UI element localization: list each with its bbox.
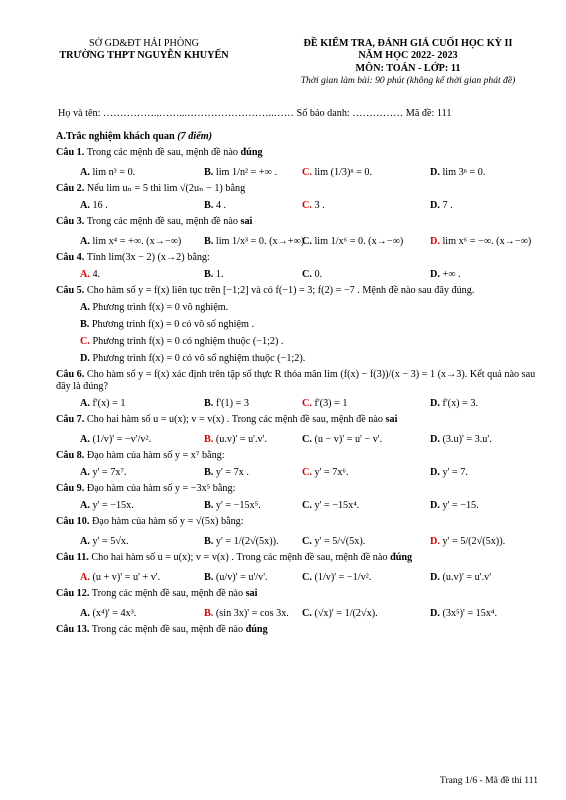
option-key: A. xyxy=(80,302,90,313)
option-text: (u − v)' = u' − v'. xyxy=(314,434,383,445)
question-5 xyxy=(56,285,536,297)
option-text: Phương trình f(x) = 0 vô nghiệm. xyxy=(92,302,229,313)
option-key: B. xyxy=(204,167,214,178)
answer-option[interactable] xyxy=(302,199,430,212)
question-text: Đạo hàm của hàm số y = −3x⁵ bằng: xyxy=(86,483,236,494)
option-text: (3x⁵)' = 15x⁴. xyxy=(442,608,498,619)
option-text: f'(x) = 1 xyxy=(92,398,126,409)
option-key: B. xyxy=(204,398,214,409)
option-key: D. xyxy=(430,608,440,619)
option-key: C. xyxy=(302,434,312,445)
option-text: (sin 3x)' = cos 3x. xyxy=(215,608,289,619)
question-number: Câu 10. xyxy=(56,516,90,527)
question-text: Trong các mệnh đề sau, mệnh đề nào xyxy=(86,147,238,158)
question-number: Câu 2. xyxy=(56,183,85,194)
option-text: (√x)' = 1/(2√x). xyxy=(314,608,378,619)
question-text: Cho hàm số y = f(x) liên tục trên [−1;2] và có f(−1) = 3; f(2) = −7 . Mệnh đề nào sau đây đúng. xyxy=(86,285,475,296)
option-key: D. xyxy=(430,467,440,478)
answer-option[interactable] xyxy=(430,466,530,479)
question-2 xyxy=(56,183,536,195)
answer-option[interactable] xyxy=(204,166,302,179)
option-text: (3.u)' = 3.u'. xyxy=(442,434,492,445)
option-text: Phương trình f(x) = 0 có vô số nghiệm thuộc (−1;2). xyxy=(92,353,306,364)
option-text: Phương trình f(x) = 0 có nghiệm thuộc (−1;2) . xyxy=(92,336,284,347)
answer-option[interactable] xyxy=(204,397,302,410)
answer-option[interactable] xyxy=(56,199,204,212)
answer-option[interactable] xyxy=(430,199,530,212)
option-key: C. xyxy=(302,572,312,583)
option-text: (1/v)' = −v'/v². xyxy=(92,434,152,445)
answer-option[interactable] xyxy=(430,397,530,410)
question-number: Câu 1. xyxy=(56,147,85,158)
option-text: (u/v)' = u'/v'. xyxy=(215,572,268,583)
question-keyword: đúng xyxy=(240,147,263,158)
question-number: Câu 5. xyxy=(56,285,85,296)
option-key: C. xyxy=(302,467,312,478)
answer-option[interactable] xyxy=(302,166,430,179)
question-text: Cho hàm số y = f(x) xác định trên tập số thực R thỏa mãn lim (f(x) − f(3))/(x − 3) = 1 (x→3). Kết quả nào sau đây là đúng? xyxy=(56,369,536,392)
option-text: f'(1) = 3 xyxy=(215,398,249,409)
option-key: A. xyxy=(80,608,90,619)
option-key: D. xyxy=(430,167,440,178)
question-keyword: sai xyxy=(245,588,258,599)
option-key: D. xyxy=(430,200,440,211)
option-key: A. xyxy=(80,536,90,547)
answer-option[interactable] xyxy=(430,607,530,620)
option-text: y' = 1/(2√(5x)). xyxy=(215,536,279,547)
answer-option[interactable] xyxy=(56,235,204,248)
answer-option[interactable] xyxy=(56,318,536,331)
question-number: Câu 7. xyxy=(56,414,85,425)
answer-option[interactable] xyxy=(56,433,204,446)
answer-option[interactable] xyxy=(204,499,302,512)
section-title: A.Trắc nghiệm khách quan (7 điểm) xyxy=(56,131,213,142)
answer-option[interactable] xyxy=(204,466,302,479)
option-key: C. xyxy=(302,167,312,178)
option-text: lim x⁶ = −∞. (x→−∞) xyxy=(442,236,532,247)
option-key: B. xyxy=(204,236,214,247)
option-key: C. xyxy=(80,336,90,347)
answer-option[interactable] xyxy=(302,607,430,620)
answer-option[interactable] xyxy=(56,571,204,584)
question-number: Câu 4. xyxy=(56,252,85,263)
answer-option[interactable] xyxy=(204,607,302,620)
option-text: lim (1/3)ⁿ = 0. xyxy=(314,167,373,178)
option-text: f'(x) = 3. xyxy=(442,398,479,409)
option-key: B. xyxy=(80,319,90,330)
question-text: Trong các mệnh đề sau, mệnh đề nào xyxy=(86,216,238,227)
answer-options xyxy=(56,499,536,512)
answer-option[interactable] xyxy=(302,535,430,548)
answer-options xyxy=(56,535,536,548)
subject-grade: MÔN: TOÁN - LỚP: 11 xyxy=(355,62,461,74)
option-text: y' = 7x⁷. xyxy=(92,467,127,478)
question-text: Nếu lim uₙ = 5 thì lim √(2uₙ − 1) bằng xyxy=(86,183,246,194)
exam-title: ĐỀ KIỂM TRA, ĐÁNH GIÁ CUỐI HỌC KỲ II xyxy=(303,38,513,49)
answer-options xyxy=(56,571,536,584)
option-text: 16 . xyxy=(92,200,108,211)
school-header xyxy=(44,38,244,63)
student-info-line: Họ và tên: ……………..……...……………………..…… Số báo danh: …………… Mã đề: 111 xyxy=(58,108,452,119)
answer-option[interactable] xyxy=(430,535,530,548)
option-text: 3 . xyxy=(314,200,325,211)
school-name: TRƯỜNG THPT NGUYỄN KHUYẾN xyxy=(59,50,229,62)
option-text: y' = 7. xyxy=(442,467,468,478)
question-text: Đạo hàm của hàm số y = √(5x) bằng: xyxy=(91,516,244,527)
option-key: B. xyxy=(204,572,214,583)
option-key: D. xyxy=(430,236,440,247)
question-text: Trong các mệnh đề sau, mệnh đề nào xyxy=(91,588,244,599)
option-text: 4. xyxy=(92,269,101,280)
answer-option[interactable] xyxy=(302,268,430,281)
option-key: C. xyxy=(302,608,312,619)
question-10 xyxy=(56,516,536,528)
option-text: y' = −15x. xyxy=(92,500,134,511)
exam-duration: Thời gian làm bài: 90 phút (không kể thời gian phát đề) xyxy=(300,74,516,86)
question-12 xyxy=(56,588,536,600)
option-key: D. xyxy=(430,536,440,547)
option-key: C. xyxy=(302,200,312,211)
answer-option[interactable] xyxy=(56,607,204,620)
exam-header xyxy=(258,38,558,87)
option-key: D. xyxy=(80,353,90,364)
option-text: lim 1/x⁶ = 0. (x→−∞) xyxy=(314,236,404,247)
option-text: 4 . xyxy=(215,200,227,211)
question-keyword: đúng xyxy=(390,552,413,563)
option-key: A. xyxy=(80,500,90,511)
answer-option[interactable] xyxy=(56,466,204,479)
option-key: B. xyxy=(204,200,214,211)
option-text: y' = 7x . xyxy=(215,467,249,478)
question-number: Câu 11. xyxy=(56,552,89,563)
option-text: (u.v)' = u'.v'. xyxy=(215,434,268,445)
question-text: Cho hai hàm số u = u(x); v = v(x) . Trong các mệnh đề sau, mệnh đề nào xyxy=(86,414,383,425)
department-name: SỞ GD&ĐT HẢI PHÒNG xyxy=(89,38,199,49)
question-text: Tính lim(3x − 2) (x→2) bằng: xyxy=(86,252,210,263)
option-text: y' = −15. xyxy=(442,500,479,511)
question-list xyxy=(56,131,536,636)
question-text: Cho hai hàm số u = u(x); v = v(x) . Trong các mệnh đề sau, mệnh đề nào xyxy=(91,552,388,563)
answer-option[interactable] xyxy=(56,301,536,314)
option-text: y' = 5√x. xyxy=(92,536,129,547)
answer-option[interactable] xyxy=(430,499,530,512)
question-3 xyxy=(56,216,536,228)
option-key: C. xyxy=(302,536,312,547)
answer-option[interactable] xyxy=(204,535,302,548)
option-text: 7 . xyxy=(442,200,453,211)
option-key: C. xyxy=(302,500,312,511)
answer-option[interactable] xyxy=(430,433,530,446)
answer-option[interactable] xyxy=(56,535,204,548)
answer-options xyxy=(56,268,536,281)
answer-option[interactable] xyxy=(56,499,204,512)
question-7 xyxy=(56,414,536,426)
answer-option[interactable] xyxy=(56,166,204,179)
question-number: Câu 12. xyxy=(56,588,90,599)
option-text: lim 1/n² = +∞ . xyxy=(215,167,278,178)
answer-option[interactable] xyxy=(302,571,430,584)
question-8 xyxy=(56,450,536,462)
page-footer: Trang 1/6 - Mã đề thi 111 xyxy=(439,775,538,786)
question-number: Câu 6. xyxy=(56,369,85,380)
answer-options xyxy=(56,433,536,446)
option-text: 0. xyxy=(314,269,323,280)
answer-option[interactable] xyxy=(56,352,536,365)
answer-option[interactable] xyxy=(302,397,430,410)
answer-option[interactable] xyxy=(56,397,204,410)
answer-option[interactable] xyxy=(204,268,302,281)
option-key: C. xyxy=(302,269,312,280)
option-text: f'(3) = 1 xyxy=(314,398,348,409)
option-key: A. xyxy=(80,200,90,211)
option-key: C. xyxy=(302,398,312,409)
answer-options xyxy=(56,166,536,179)
option-text: y' = −15x⁵. xyxy=(215,500,261,511)
option-text: y' = 5/√(5x). xyxy=(314,536,366,547)
question-keyword: đúng xyxy=(245,624,268,635)
option-key: A. xyxy=(80,167,90,178)
option-key: B. xyxy=(204,269,214,280)
question-1 xyxy=(56,147,536,159)
answer-option[interactable] xyxy=(302,433,430,446)
option-key: A. xyxy=(80,269,90,280)
option-key: D. xyxy=(430,398,440,409)
school-year: NĂM HỌC 2022- 2023 xyxy=(358,50,458,62)
option-key: D. xyxy=(430,572,440,583)
option-key: B. xyxy=(204,467,214,478)
option-text: (u.v)' = u'.v' xyxy=(442,572,492,583)
question-13 xyxy=(56,624,536,636)
option-key: A. xyxy=(80,398,90,409)
answer-option[interactable] xyxy=(430,166,530,179)
answer-option[interactable] xyxy=(204,235,305,248)
question-number: Câu 8. xyxy=(56,450,85,461)
question-keyword: sai xyxy=(240,216,253,227)
option-key: B. xyxy=(204,536,214,547)
option-key: D. xyxy=(430,434,440,445)
option-text: +∞ . xyxy=(442,269,461,280)
answer-option[interactable] xyxy=(430,571,530,584)
answer-option[interactable] xyxy=(430,235,530,248)
option-key: D. xyxy=(430,500,440,511)
answer-options xyxy=(56,199,536,212)
answer-options xyxy=(56,235,536,248)
answer-option[interactable] xyxy=(56,335,536,348)
answer-option[interactable] xyxy=(204,571,302,584)
question-11 xyxy=(56,552,536,564)
answer-option[interactable] xyxy=(302,466,430,479)
answer-option[interactable] xyxy=(56,268,204,281)
option-text: lim 3ⁿ = 0. xyxy=(442,167,486,178)
option-key: B. xyxy=(204,500,214,511)
question-4 xyxy=(56,252,536,264)
answer-options xyxy=(56,607,536,620)
answer-option[interactable] xyxy=(302,235,430,248)
option-text: lim n³ = 0. xyxy=(92,167,136,178)
answer-options xyxy=(56,466,536,479)
option-text: y' = −15x⁴. xyxy=(314,500,360,511)
option-key: A. xyxy=(80,467,90,478)
question-keyword: sai xyxy=(385,414,398,425)
question-number: Câu 9. xyxy=(56,483,85,494)
question-number: Câu 3. xyxy=(56,216,85,227)
answer-option[interactable] xyxy=(302,499,430,512)
option-text: lim x⁴ = +∞. (x→−∞) xyxy=(92,236,182,247)
question-text: Đạo hàm của hàm số y = x⁷ bằng: xyxy=(86,450,225,461)
option-text: (x⁴)' = 4x³. xyxy=(92,608,137,619)
answer-option[interactable] xyxy=(204,199,302,212)
option-key: A. xyxy=(80,572,90,583)
question-number: Câu 13. xyxy=(56,624,90,635)
option-text: (1/v)' = −1/v². xyxy=(314,572,372,583)
option-key: C. xyxy=(302,236,312,247)
option-key: B. xyxy=(204,434,214,445)
option-text: Phương trình f(x) = 0 có vô số nghiệm . xyxy=(91,319,254,330)
answer-options xyxy=(56,397,536,410)
option-text: (u + v)' = u' + v'. xyxy=(92,572,161,583)
option-key: A. xyxy=(80,434,90,445)
option-text: 1. xyxy=(215,269,224,280)
option-text: y' = 7x⁶. xyxy=(314,467,349,478)
answer-option[interactable] xyxy=(204,433,302,446)
question-text: Trong các mệnh đề sau, mệnh đề nào xyxy=(91,624,244,635)
option-key: A. xyxy=(80,236,90,247)
option-text: y' = 5/(2√(5x)). xyxy=(442,536,506,547)
question-6 xyxy=(56,369,536,393)
option-key: B. xyxy=(204,608,214,619)
question-9 xyxy=(56,483,536,495)
option-text: lim 1/x³ = 0. (x→+∞) xyxy=(215,236,305,247)
answer-option[interactable] xyxy=(430,268,530,281)
option-key: D. xyxy=(430,269,440,280)
